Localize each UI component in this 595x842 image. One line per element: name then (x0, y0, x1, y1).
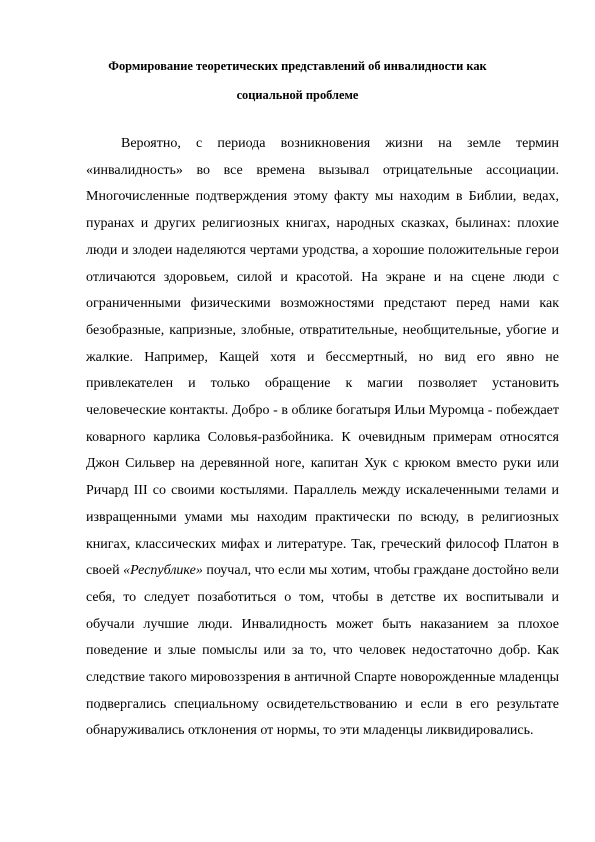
document-title (70, 52, 525, 110)
title-line-2: социальной проблеме (236, 88, 359, 102)
body-paragraph (86, 131, 559, 745)
title-line-1: Формирование теоретических представлений об инвалидности как (108, 59, 487, 73)
paragraph-text-part-2: поучал, что если мы хотим, чтобы граждане достойно вели себя, то следует позаботиться о том, чтобы в детстве их воспитывали и обучали лучшие люди. Инвалидность может быть наказанием за плохое поведение и злые помыслы или за то, что человек недостаточно добр. Как следствие такого мировоззрения в античной Спарте новорожденные младенцы подвергались специальному освидетельствованию и если в его результате обнаруживались отклонения от нормы, то эти младенцы ликвидировались. (86, 563, 559, 739)
paragraph-italic-title: «Республике» (123, 563, 203, 579)
paragraph-text-part-1: Вероятно, с периода возникновения жизни на земле термин «инвалидность» во все времена вызывал отрицательные ассоциации. Многочисленные подтверждения этому факту мы находим в Библии, ведах, пуранах и других религиозных книгах, народных сказках, былинах: плохие люди и злодеи наделяются чертами уродства, а хорошие положительные герои отличаются здоровьем, силой и красотой. На экране и на сцене люди с ограниченными физическими возможностями предстают перед нами как безобразные, капризные, злобные, отвратительные, необщительные, убогие и жалкие. Например, Кащей хотя и бессмертный, но вид его явно не привлекателен и только обращение к магии позволяет установить человеческие контакты. Добро - в облике богатыря Ильи Муромца - побеждает коварного карлика Соловья-разбойника. К очевидным примерам относятся Джон Сильвер на деревянной ноге, капитан Хук с крюком вместо руки или Ричард III со своими костылями. Параллель между искалеченными телами и извращенными умами мы находим практически по всюду, в религиозных книгах, классических мифах и литературе. Так, греческий философ Платон в своей (86, 136, 559, 579)
